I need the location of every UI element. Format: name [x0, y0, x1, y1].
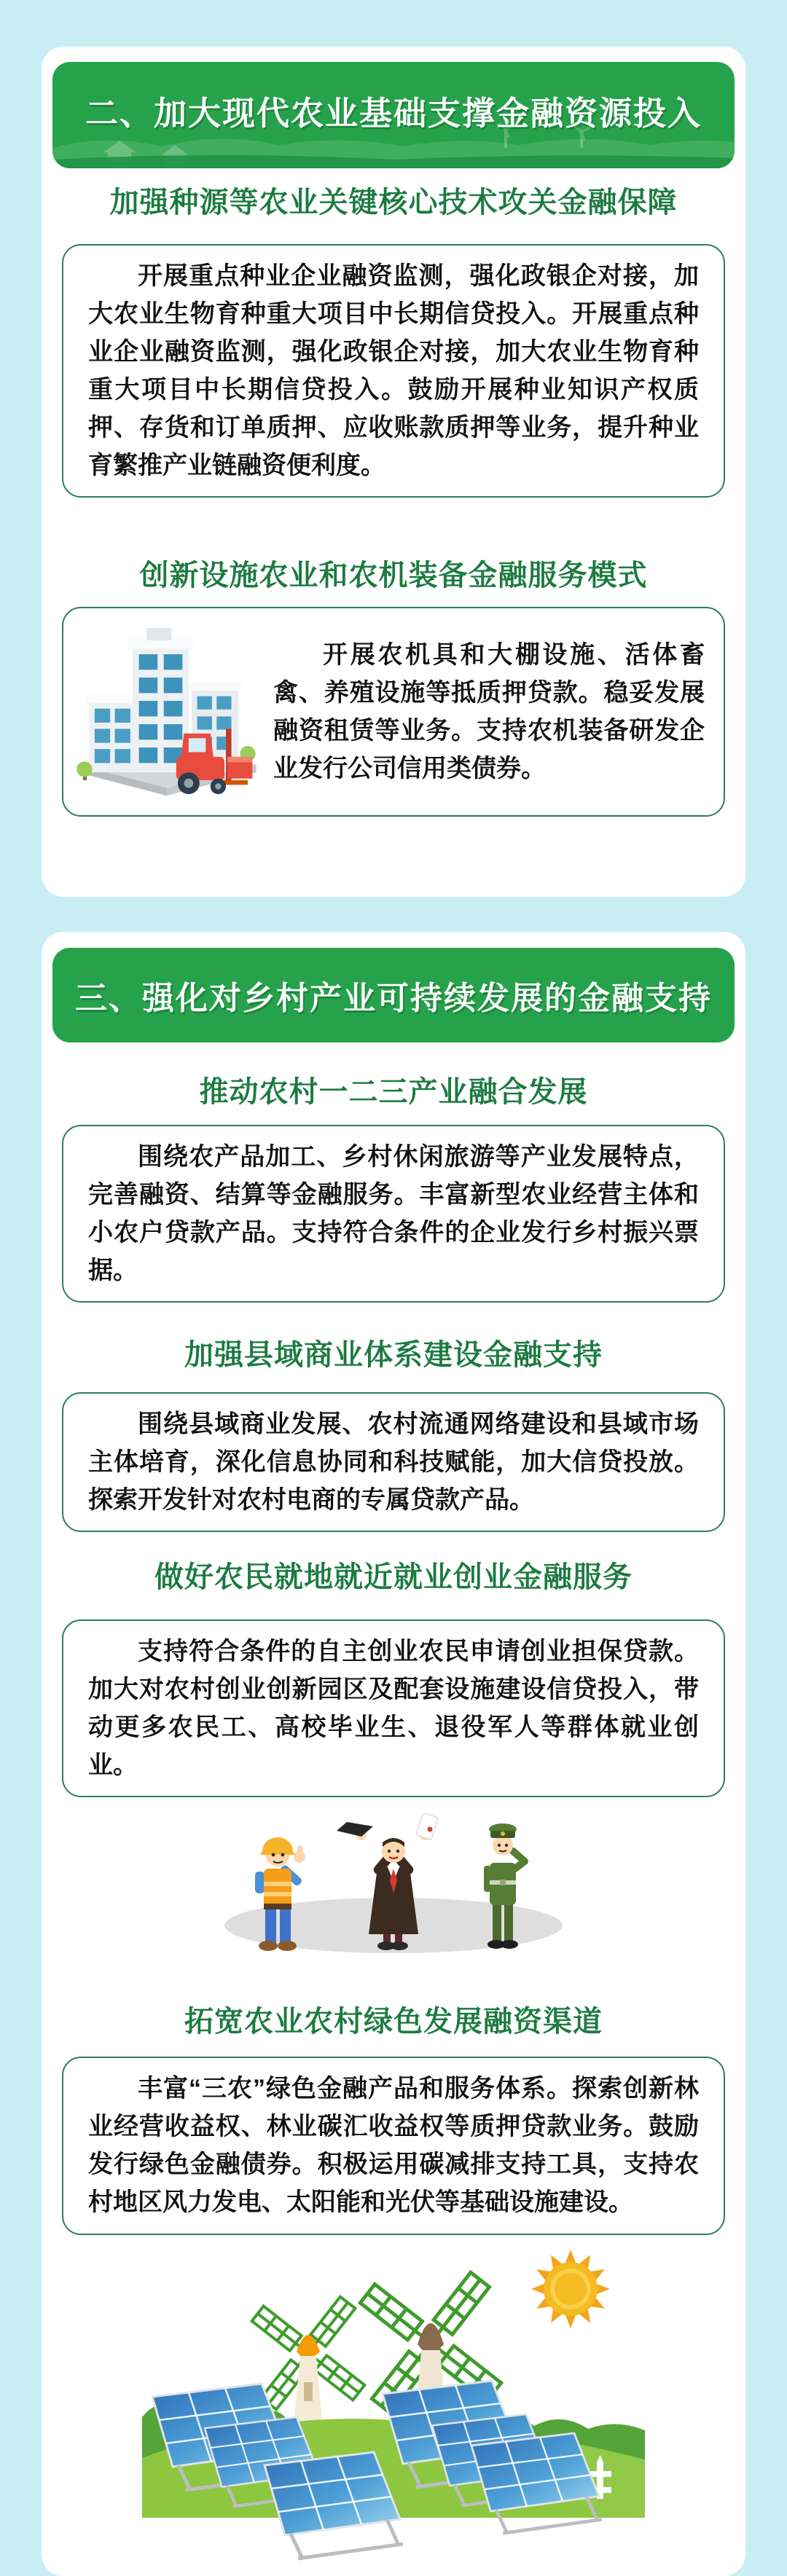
section-card-3 [42, 932, 745, 2576]
green-energy-scene [142, 2242, 645, 2572]
seed-source-box [62, 244, 725, 498]
green-finance-body: 丰富“三农”绿色金融产品和服务体系。探索创新林业经营收益权、林业碳汇收益权等质押贷款业务。鼓励发行绿色金融债券。积极运用碳减排支持工具，支持农村地区风力发电、太阳能和光伏等基础设施建设。 [88, 2075, 699, 2216]
seed-source-body: 开展重点种业企业融资监测，强化政银企对接，加大农业生物育种重大项目中长期信贷投入。开展重点种业企业融资监测，强化政银企对接，加大农业生物育种重大项目中长期信贷投入。鼓励开展种业知识产权质押、存货和订单质押、应收账款质押等业务，提升种业育繁推产业链融资便利度。 [88, 262, 699, 479]
heading-industry-integration: 推动农村一二三产业融合发展 [199, 1076, 588, 1108]
heading-facility-agriculture: 创新设施农业和农机装备金融服务模式 [139, 559, 648, 592]
section-2-title: 二、加大现代农业基础支撑金融资源投入 [85, 94, 702, 132]
section-card-2 [42, 47, 745, 897]
worker-graduate-soldier-icon [204, 1781, 583, 1955]
solar-panel-icon [152, 2381, 602, 2559]
sun-icon [531, 2250, 610, 2328]
office-building-icon [74, 620, 260, 804]
facility-agriculture-box [62, 607, 725, 817]
county-commerce-body: 围绕县域商业发展、农村流通网络建设和县域市场主体培育，深化信息协同和科技赋能，加大信贷投放。探索开发针对农村电商的专属贷款产品。 [88, 1410, 699, 1514]
section-3-banner [52, 948, 735, 1042]
county-commerce-box [62, 1392, 725, 1532]
heading-seed-source: 加强种源等农业关键核心技术攻关金融保障 [109, 186, 678, 219]
heading-county-commerce: 加强县域商业体系建设金融支持 [184, 1339, 603, 1371]
facility-agriculture-body: 开展农机具和大棚设施、活体畜禽、养殖设施等抵质押贷款。稳妥发展融资租赁等业务。支持农机装备研发企业发行公司信用类债券。 [273, 641, 705, 782]
employment-services-body: 支持符合条件的自主创业农民申请创业担保贷款。加大对农村创业创新园区及配套设施建设信贷投入，带动更多农民工、高校毕业生、退役军人等群体就业创业。 [88, 1638, 699, 1779]
industry-integration-box [62, 1125, 725, 1303]
section-3-title: 三、强化对乡村产业可持续发展的金融支持 [75, 981, 712, 1016]
heading-employment-services: 做好农民就地就近就业创业金融服务 [154, 1561, 633, 1593]
green-finance-box [62, 2057, 725, 2235]
employment-services-box [62, 1619, 725, 1797]
heading-green-finance: 拓宽农业农村绿色发展融资渠道 [184, 2006, 603, 2038]
section-2-banner [52, 62, 735, 168]
industry-integration-body: 围绕农产品加工、乡村休闲旅游等产业发展特点，完善融资、结算等金融服务。丰富新型农业经营主体和小农户贷款产品。支持符合条件的企业发行乡村振兴票据。 [88, 1143, 699, 1284]
